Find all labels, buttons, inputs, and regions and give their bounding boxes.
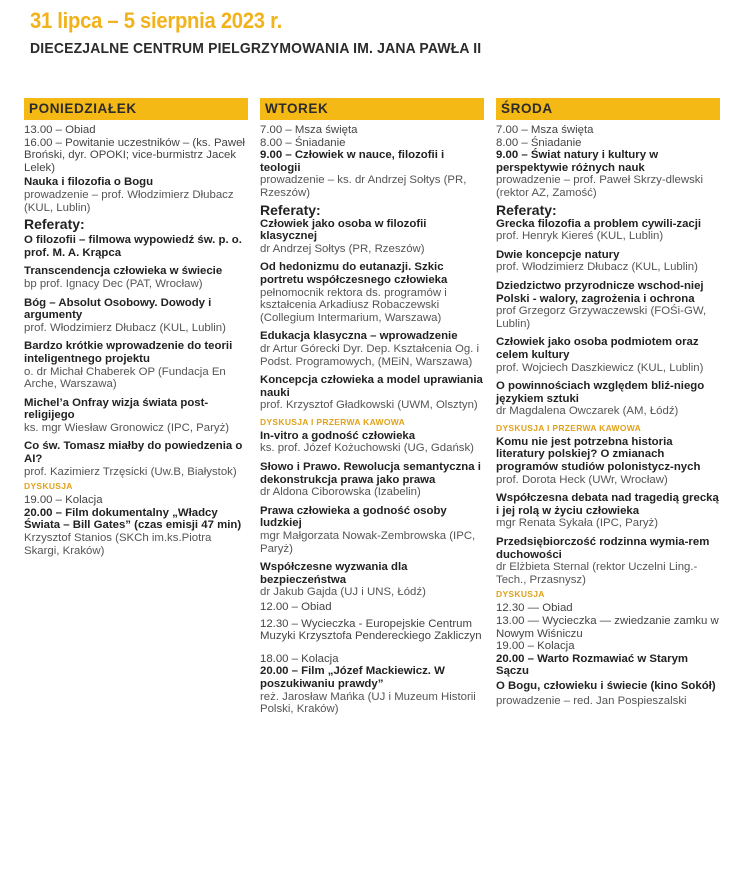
cropped-top-text (30, 0, 330, 4)
lecture-speaker: prof. Włodzimierz Dłubacz (KUL, Lublin) (496, 261, 698, 274)
lecture-title: Komu nie jest potrzebna historia literatury polskiej? O zmianach programów studiów polonistycz-nych (496, 435, 701, 474)
schedule-line: 12.30 – Wycieczka - Europejskie Centrum Muzyki Krzysztofa Pendereckiego Zakliczyn (260, 617, 482, 643)
lecture-title: Edukacja klasyczna – wprowadzenie (260, 330, 458, 343)
schedule-line: 7.00 – Msza święta (260, 124, 358, 136)
lecture-title: Przedsiębiorczość rodzinna wymia-rem duchowości (496, 536, 710, 561)
film-author: Krzysztof Stanios (SKCh im.ks.Piotra Skargi, Kraków) (24, 532, 212, 557)
column-tuesday (260, 98, 484, 716)
lecture-speaker: prof. Dorota Heck (UWr, Wrocław) (496, 473, 668, 486)
event-host: prowadzenie – red. Jan Pospieszalski (496, 694, 687, 707)
schedule-line: 13.00 — Wycieczka — zwiedzanie zamku w Nowym Wiśniczu (496, 615, 719, 640)
column-wednesday (496, 98, 720, 707)
lecture-title: Człowiek jako osoba podmiotem oraz celem kultury (496, 336, 699, 361)
lecture-speaker: bp prof. Ignacy Dec (PAT, Wrocław) (24, 277, 203, 290)
lecture-title: O filozofii – filmowa wypowiedź św. p. o. prof. M. A. Krąpca (24, 234, 242, 259)
lecture-title: Koncepcja człowieka a model uprawiania nauki (260, 374, 483, 399)
lecture-title: Współczesna debata nad tragedią grecką i jej rolą w życiu człowieka (496, 492, 719, 517)
event-dates: 31 lipca – 5 sierpnia 2023 r. (30, 8, 282, 33)
lecture-speaker: dr Artur Górecki Dyr. Dep. Kształcenia Og. i Podst. Programowych, (MEiN, Warszawa) (260, 342, 480, 368)
page-header (0, 0, 747, 70)
lectures-heading: Referaty: (260, 201, 321, 218)
session-host: prowadzenie – prof. Paweł Skrzy-dlewski (rektor AZ, Zamość) (496, 174, 704, 199)
lecture-speaker: prof. Wojciech Daszkiewicz (KUL, Lublin) (496, 361, 704, 374)
session-host: prowadzenie – prof. Włodzimierz Dłubacz (KUL, Lublin) (24, 188, 234, 214)
schedule-line: 12.30 — Obiad (496, 602, 573, 615)
lecture-title: Słowo i Prawo. Rewolucja semantyczna i dekonstrukcja prawa jako prawa (260, 461, 481, 486)
lecture-speaker: mgr Małgorzata Nowak-Zembrowska (IPC, Paryż) (260, 530, 476, 555)
discussion-label: DYSKUSJA (24, 481, 73, 492)
day-header-monday: PONIEDZIAŁEK (24, 98, 248, 120)
lecture-title: Bardzo krótkie wprowadzenie do teorii inteligentnego projektu (24, 340, 233, 365)
film-title: 20.00 – Film dokumentalny „Władcy Świata – Bill Gates” (czas emisji 47 min) (24, 506, 242, 532)
session-title: 9.00 – Człowiek w nauce, filozofii i teologii (260, 149, 445, 174)
lecture-speaker: dr Magdalena Owczarek (AM, Łódź) (496, 405, 679, 418)
lecture-title: Grecka filozofia a problem cywili-zacji (496, 217, 702, 230)
session-title: Nauka i filozofia o Bogu (24, 176, 154, 189)
schedule-line: 12.00 – Obiad (260, 601, 332, 613)
lecture-speaker: dr Andrzej Sołtys (PR, Rzeszów) (260, 242, 425, 255)
lectures-heading: Referaty: (24, 216, 85, 233)
schedule-line: 8.00 – Śniadanie (496, 136, 582, 149)
schedule-line: 16.00 – Powitanie uczestników – (ks. Paweł Broński, dyr. OPOKI; vice-burmistrz Jacek Lelek) (24, 136, 245, 174)
lecture-speaker: dr Aldona Ciborowska (Izabelin) (260, 486, 421, 499)
lecture-title: Bóg – Absolut Osobowy. Dowody i argumenty (24, 296, 212, 322)
discussion-label: DYSKUSJA I PRZERWA KAWOWA (260, 416, 406, 427)
lecture-title: Prawa człowieka a godność osoby ludzkiej (260, 504, 447, 530)
day-header-tuesday: WTOREK (260, 98, 484, 120)
lecture-title: Co św. Tomasz miałby do powiedzenia o AI? (24, 440, 243, 466)
schedule-line: 8.00 – Śniadanie (260, 136, 346, 149)
column-monday (24, 98, 248, 557)
session-host: prowadzenie – ks. dr Andrzej Sołtys (PR, Rzeszów) (260, 174, 467, 199)
lecture-title: Współczesne wyzwania dla bezpieczeństwa (260, 561, 408, 586)
schedule-line: 7.00 – Msza święta (496, 124, 594, 136)
lecture-speaker: prof. Kazimierz Trzęsicki (Uw.B, Białystok) (24, 465, 237, 478)
schedule-line: 19.00 – Kolacja (496, 640, 575, 653)
event-title: O Bogu, człowieku i świecie (kino Sokół) (496, 679, 716, 692)
lecture-speaker: pełnomocnik rektora ds. programów i kształcenia Arkadiusz Robaczewski (Collegium Intermarium, Warszawa) (260, 286, 447, 324)
lecture-speaker: prof. Włodzimierz Dłubacz (KUL, Lublin) (24, 321, 226, 334)
lecture-speaker: ks. prof. Józef Kożuchowski (UG, Gdańsk) (260, 442, 474, 455)
lecture-speaker: ks. mgr Wiesław Gronowicz (IPC, Paryż) (24, 421, 230, 434)
schedule-line: 19.00 – Kolacja (24, 494, 103, 507)
organizer-name: DIECEZJALNE CENTRUM PIELGRZYMOWANIA IM. JANA PAWŁA II (30, 40, 482, 57)
lecture-title: Dziedzictwo przyrodnicze wschod-niej Polski - walory, zagrożenia i ochrona (496, 279, 704, 305)
lecture-title: In-vitro a godność człowieka (260, 429, 416, 442)
lectures-heading: Referaty: (496, 201, 557, 218)
lecture-title: Człowiek jako osoba w filozofii klasycznej (260, 217, 427, 243)
film-title: 20.00 – Film „Józef Mackiewicz. W poszukiwaniu prawdy” (260, 665, 445, 690)
lecture-title: Od hedonizmu do eutanazji. Szkic portretu współczesnego człowieka (260, 261, 448, 286)
lecture-title: Michel’a Onfray wizja świata post-religijego (24, 396, 209, 422)
lecture-speaker: prof. Henryk Kiereś (KUL, Lublin) (496, 230, 664, 243)
lecture-title: Transcendencja człowieka w świecie (24, 265, 223, 278)
film-author: reż. Jarosław Mańka (UJ i Muzeum Historii Polski, Kraków) (260, 690, 476, 716)
lecture-speaker: dr Elżbieta Sternal (rektor Uczelni Ling.-Tech., Przasnysz) (496, 561, 698, 586)
schedule-line: 13.00 – Obiad (24, 124, 96, 136)
lecture-title: O powinnościach względem bliź-niego językiem sztuki (496, 380, 705, 405)
lecture-speaker: dr Jakub Gajda (UJ i UNS, Łódź) (260, 586, 426, 599)
session-title: 9.00 – Świat natury i kultury w perspektywie różnych nauk (496, 149, 659, 174)
event-title: 20.00 – Warto Rozmawiać w Starym Sączu (496, 652, 689, 678)
lecture-title: Dwie koncepcje natury (496, 248, 620, 261)
lecture-speaker: mgr Renata Sykała (IPC, Paryż) (496, 517, 659, 530)
schedule-line: 18.00 – Kolacja (260, 652, 339, 665)
lecture-speaker: prof. Krzysztof Gładkowski (UWM, Olsztyn) (260, 399, 478, 412)
lecture-speaker: prof Grzegorz Grzywaczewski (FOŚi-GW, Lublin) (496, 305, 707, 330)
day-header-wednesday: ŚRODA (496, 98, 720, 120)
discussion-label: DYSKUSJA (496, 589, 545, 600)
lecture-speaker: o. dr Michał Chaberek OP (Fundacja En Arche, Warszawa) (24, 365, 226, 391)
discussion-label: DYSKUSJA I PRZERWA KAWOWA (496, 422, 642, 433)
